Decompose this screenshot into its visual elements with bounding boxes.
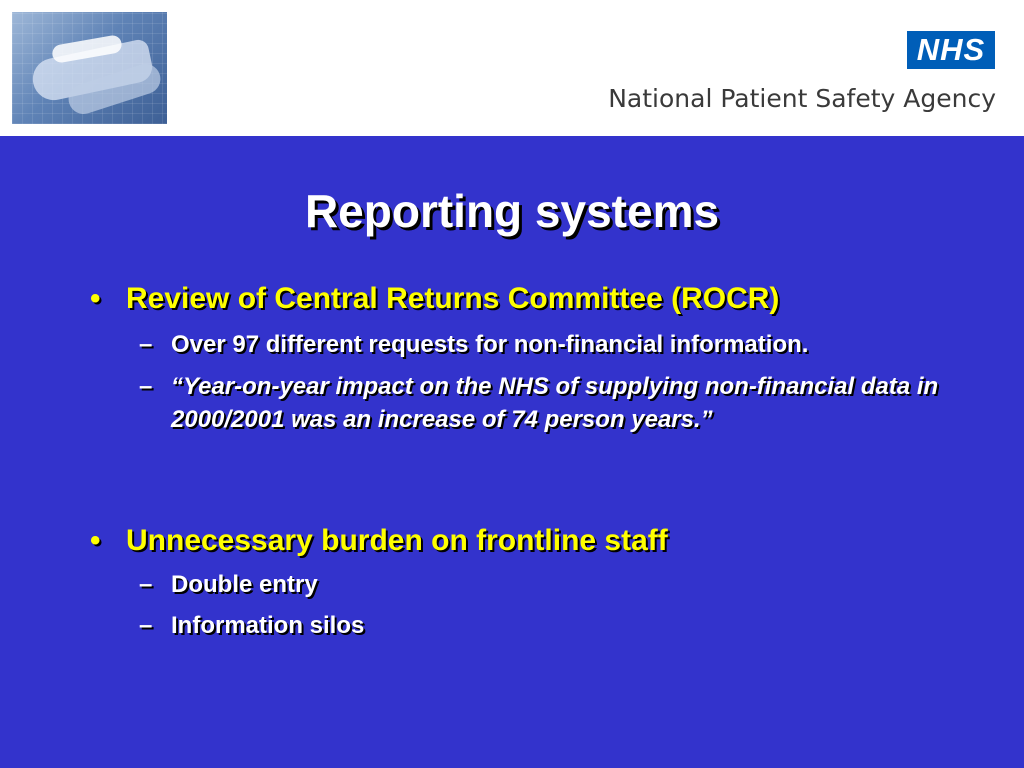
sub-bullet-text: “Year-on-year impact on the NHS of supplying non-financial data in 2000/2001 was an increase of 74 person years.” [171,373,939,433]
dash-marker: – [139,331,153,358]
dash-marker: – [139,373,153,400]
bullet-item [90,282,780,316]
bullet-marker: • [90,282,101,315]
bullet-item [90,524,668,558]
bullet-text: Review of Central Returns Committee (ROCR) [126,282,780,315]
agency-name: National Patient Safety Agency [608,84,996,113]
dash-marker: – [139,571,153,598]
sub-bullet-text: Over 97 different requests for non-financial information. [171,331,809,358]
sub-bullet-item [139,370,951,436]
dash-marker: – [139,612,153,639]
sub-bullet-item [139,328,809,361]
sub-bullet-text: Double entry [171,571,318,598]
sub-bullet-item [139,609,365,642]
bullet-text: Unnecessary burden on frontline staff [126,524,668,557]
sub-bullet-text: Information silos [171,612,365,639]
bullet-marker: • [90,524,101,557]
slide-title: Reporting systems [304,185,720,237]
nhs-logo: NHS [907,31,995,69]
sub-bullet-item [139,568,318,601]
